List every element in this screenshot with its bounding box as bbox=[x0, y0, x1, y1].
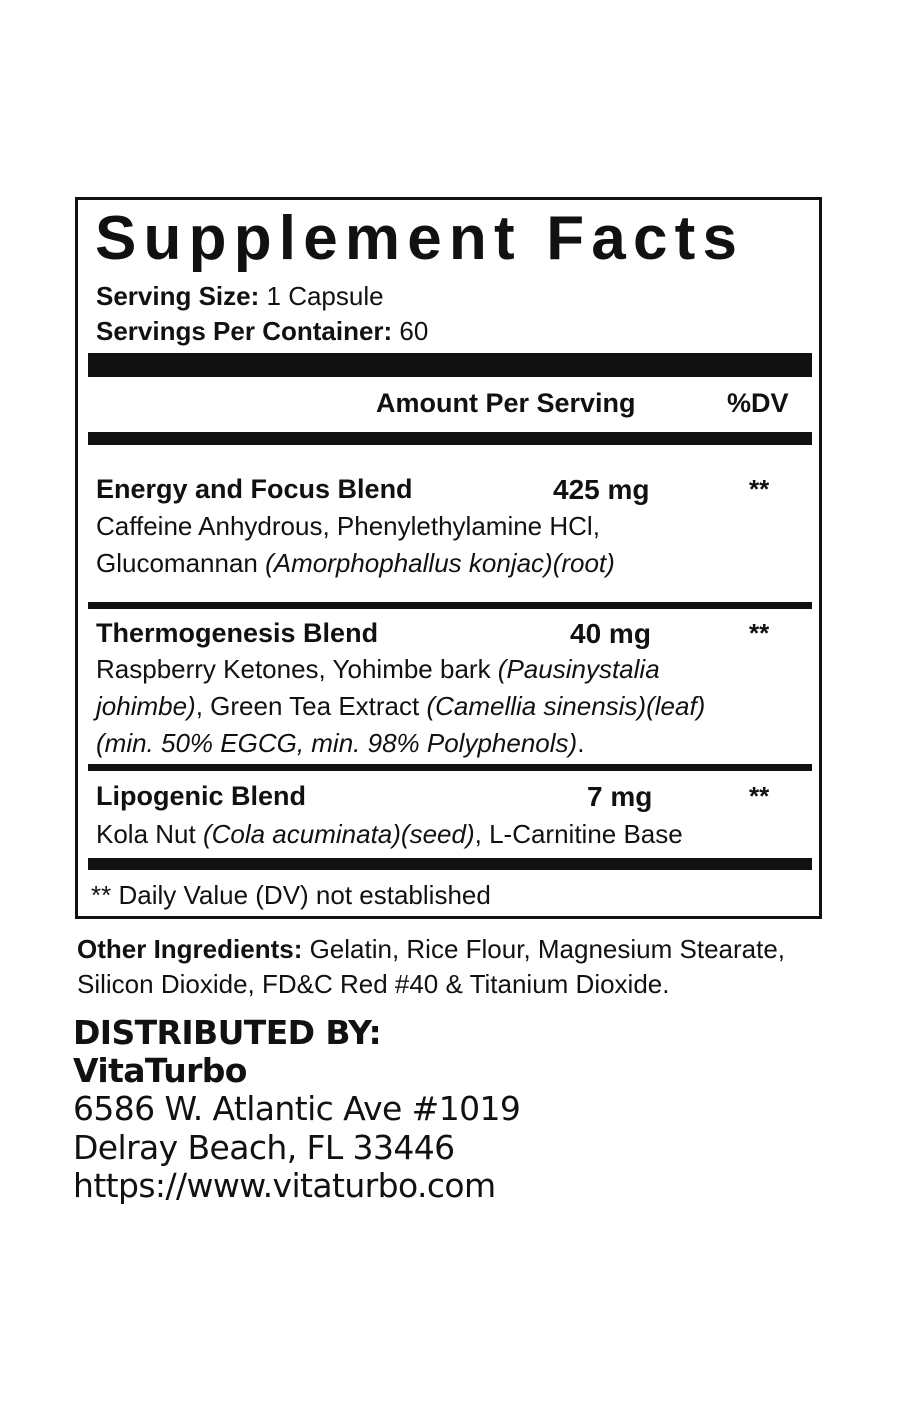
dv-footnote: ** Daily Value (DV) not established bbox=[91, 880, 491, 910]
serving-size bbox=[96, 283, 384, 309]
distributor-website: https://www.vitaturbo.com bbox=[73, 1166, 496, 1205]
ingredient-latin: johimbe) bbox=[96, 691, 196, 721]
serving-size-value: 1 Capsule bbox=[259, 281, 384, 311]
ingredient-text: . bbox=[577, 728, 585, 758]
distributed-by-heading: DISTRIBUTED BY: bbox=[73, 1013, 382, 1052]
other-ingredients-line2: Silicon Dioxide, FD&C Red #40 & Titanium Dioxide. bbox=[77, 969, 670, 999]
column-header-dv: %DV bbox=[727, 388, 789, 418]
servings-label: Servings Per Container: bbox=[96, 316, 393, 346]
thick-divider-top bbox=[88, 353, 812, 377]
blend-name-thermogenesis: Thermogenesis Blend bbox=[96, 618, 379, 648]
supplement-facts-panel bbox=[75, 197, 822, 919]
ingredient-text: , L-Carnitine Base bbox=[474, 819, 683, 849]
blend-amount-lipogenic: 7 mg bbox=[587, 781, 653, 812]
ingredient-text: Glucomannan bbox=[96, 548, 266, 578]
other-ingredients-label: Other Ingredients: bbox=[77, 934, 303, 964]
ingredient-latin: (Camellia sinensis)(leaf) bbox=[426, 691, 706, 721]
blend-name-energy-focus: Energy and Focus Blend bbox=[96, 474, 413, 504]
serving-size-label: Serving Size: bbox=[96, 281, 260, 311]
distributor-address1: 6586 W. Atlantic Ave #1019 bbox=[73, 1089, 521, 1128]
ingredient-text: Kola Nut bbox=[96, 819, 203, 849]
ingredient-latin: (Cola acuminata)(seed) bbox=[202, 819, 475, 849]
column-header-amount: Amount Per Serving bbox=[376, 388, 636, 418]
blend-ingredients-lipogenic bbox=[96, 821, 683, 847]
blend-ingredients-energy-line1: Caffeine Anhydrous, Phenylethylamine HCl, bbox=[96, 511, 600, 541]
blend-ingredients-energy-line2 bbox=[96, 550, 615, 576]
ingredient-latin: (Pausinystalia bbox=[497, 654, 660, 684]
divider-header bbox=[88, 432, 812, 445]
ingredient-latin: (Amorphophallus konjac)(root) bbox=[265, 548, 615, 578]
distributor-address2: Delray Beach, FL 33446 bbox=[73, 1128, 455, 1167]
ingredient-text: , Green Tea Extract bbox=[195, 691, 427, 721]
divider-blend1 bbox=[88, 602, 812, 609]
blend-name-lipogenic: Lipogenic Blend bbox=[96, 781, 307, 811]
divider-blend2 bbox=[88, 764, 812, 771]
other-ingredients-line1 bbox=[77, 936, 785, 962]
blend-amount-thermogenesis: 40 mg bbox=[570, 618, 651, 649]
distributor-company: VitaTurbo bbox=[73, 1051, 247, 1090]
panel-title: Supplement Facts bbox=[95, 204, 745, 273]
blend-ingredients-thermo-line3 bbox=[96, 730, 584, 756]
blend-ingredients-thermo-line2 bbox=[96, 693, 705, 719]
blend-dv-energy-focus: ** bbox=[749, 474, 770, 504]
blend-dv-thermogenesis: ** bbox=[749, 618, 770, 648]
servings-value: 60 bbox=[392, 316, 429, 346]
blend-ingredients-thermo-line1 bbox=[96, 656, 660, 682]
ingredient-text: Raspberry Ketones, Yohimbe bark bbox=[96, 654, 498, 684]
other-ingredients-text: Gelatin, Rice Flour, Magnesium Stearate, bbox=[302, 934, 786, 964]
divider-bottom bbox=[88, 858, 812, 870]
blend-dv-lipogenic: ** bbox=[749, 781, 770, 811]
ingredient-spec: (min. 50% EGCG, min. 98% Polyphenols) bbox=[96, 728, 578, 758]
servings-per-container bbox=[96, 318, 428, 344]
blend-amount-energy-focus: 425 mg bbox=[553, 474, 650, 505]
